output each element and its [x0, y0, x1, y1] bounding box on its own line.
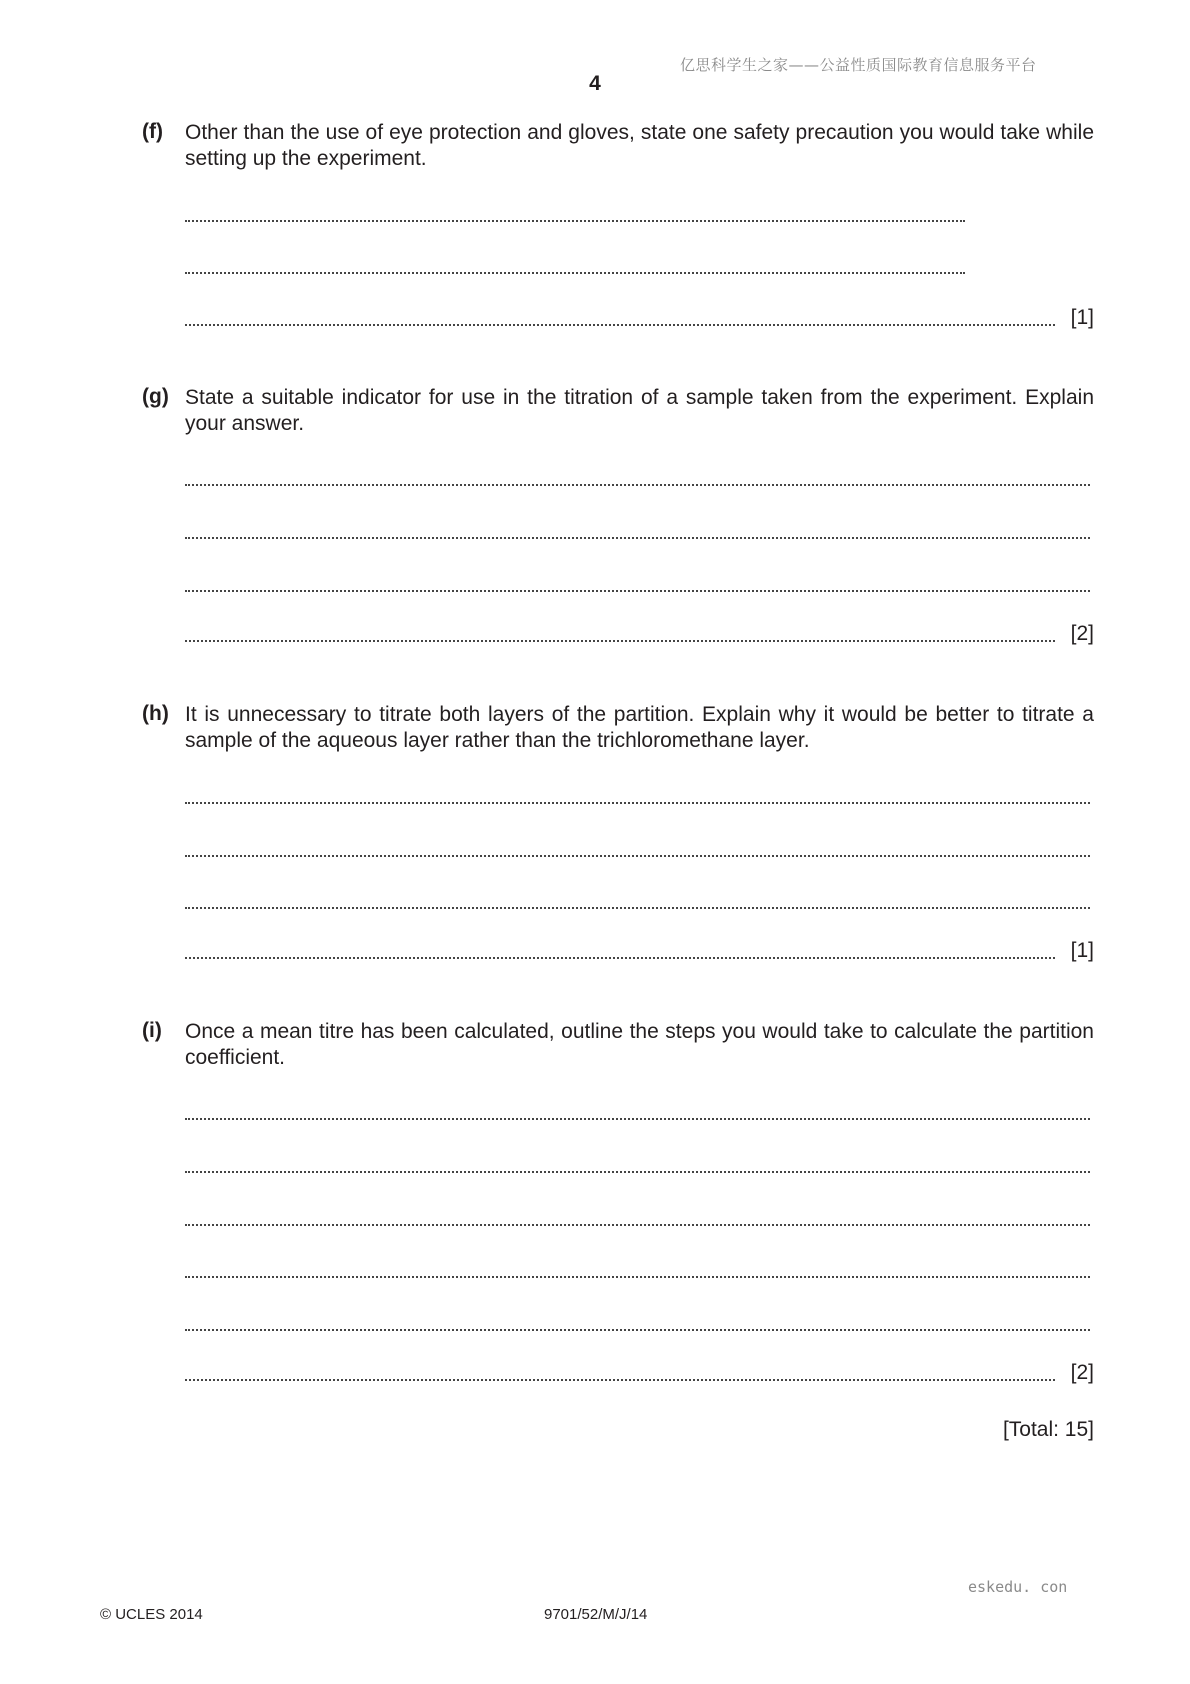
question-letter: (f): [142, 120, 163, 143]
question-f: [142, 120, 1094, 172]
answer-line[interactable]: [185, 1305, 1090, 1331]
question-letter: (g): [142, 385, 169, 408]
question-g: [142, 385, 1094, 437]
footer-watermark: eskedu. con: [968, 1578, 1068, 1596]
paper-code: 9701/52/M/J/14: [544, 1606, 648, 1623]
answer-line[interactable]: [185, 1355, 1055, 1381]
answer-line[interactable]: [185, 933, 1055, 959]
total-marks: [Total: 15]: [1002, 1418, 1094, 1441]
answer-line[interactable]: [185, 1252, 1090, 1278]
answer-line[interactable]: [185, 883, 1090, 909]
marks-label: [2]: [1070, 1361, 1094, 1384]
answer-line[interactable]: [185, 778, 1090, 804]
marks-label: [2]: [1070, 622, 1094, 645]
marks-label: [1]: [1070, 306, 1094, 329]
answer-line[interactable]: [185, 300, 1055, 326]
answer-line[interactable]: [185, 196, 965, 222]
question-letter: (i): [142, 1019, 162, 1042]
answer-line[interactable]: [185, 566, 1090, 592]
copyright: © UCLES 2014: [100, 1606, 203, 1623]
page-number: 4: [589, 72, 601, 95]
answer-line[interactable]: [185, 616, 1055, 642]
answer-line[interactable]: [185, 1147, 1090, 1173]
question-text: State a suitable indicator for use in the titration of a sample taken from the experiment. Explain your answer.: [185, 386, 1094, 435]
answer-line[interactable]: [185, 513, 1090, 539]
answer-line[interactable]: [185, 248, 965, 274]
header-watermark: 亿思科学生之家——公益性质国际教育信息服务平台: [680, 56, 1037, 74]
question-text: Other than the use of eye protection and gloves, state one safety precaution you would take while setting up the experiment.: [185, 121, 1094, 170]
question-text: It is unnecessary to titrate both layers of the partition. Explain why it would be better to titrate a sample of the aqueous layer rather than the trichloromethane layer.: [185, 703, 1094, 752]
question-letter: (h): [142, 702, 169, 725]
answer-line[interactable]: [185, 1094, 1090, 1120]
answer-line[interactable]: [185, 831, 1090, 857]
question-h: [142, 702, 1094, 754]
answer-line[interactable]: [185, 1200, 1090, 1226]
question-text: Once a mean titre has been calculated, outline the steps you would take to calculate the partition coefficient.: [185, 1020, 1094, 1069]
answer-line[interactable]: [185, 460, 1090, 486]
question-i: [142, 1019, 1094, 1071]
marks-label: [1]: [1070, 939, 1094, 962]
